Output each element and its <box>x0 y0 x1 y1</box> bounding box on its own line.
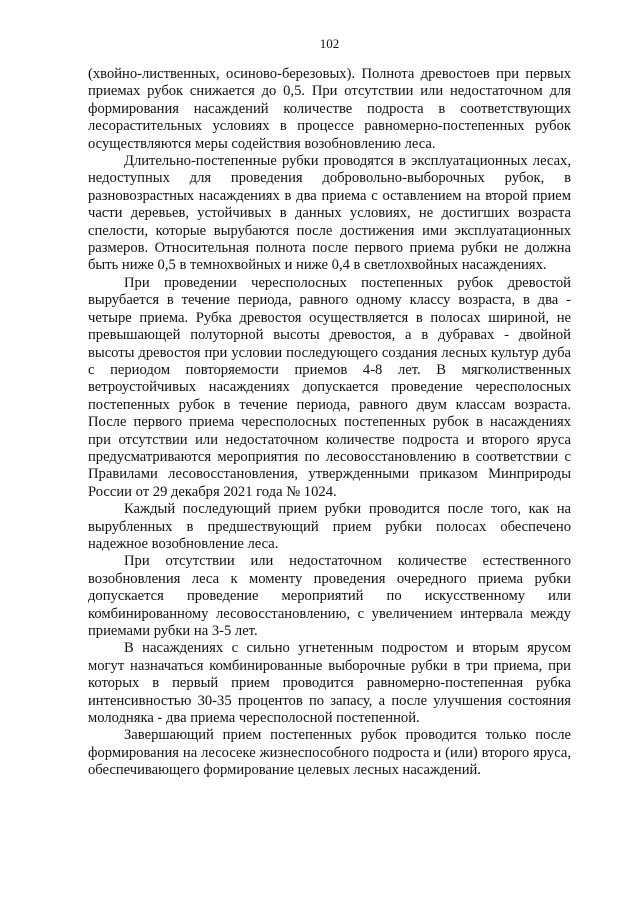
paragraph-subsequent-stage: Каждый последующий прием рубки проводится после того, как на вырубленных в предшествующий прием рубки полосах обеспечено надежное возобновление леса. <box>88 501 571 552</box>
paragraph-combined-cuttings: В насаждениях с сильно угнетенным подростом и вторым ярусом могут назначаться комбинированные выборочные рубки в три приема, при которых в первый прием проводится равномерно-постепенная рубка интенсивностью 30-35 процентов по запасу, а после улучшения состояния молодняка - два приема чересполосной постепенной. <box>88 640 571 727</box>
page-number: 102 <box>319 36 340 51</box>
paragraph-strip-gradual-cuttings: При проведении чересполосных постепенных рубок древостой вырубается в течение периода, равного одному классу возраста, в два - четыре приема. Рубка древостоя осуществляется в полосах шириной, не превышающей полуторной высоты древостоя, а в дубравах - двойной высоты древостоя при условии последующего создания лесных культур дуба с периодом повторяемости приемов 4-8 лет. В мягколиственных ветроустойчивых насаждениях допускается проведение чересполосных постепенных рубок в течение периода, равного двум классам возраста. После первого приема чересполосных постепенных рубок в насаждениях при отсутствии или недостаточном количестве подроста и второго яруса предусматриваются мероприятия по лесовосстановлению в соответствии с Правилами лесовосстановления, утвержденными приказом Минприроды России от 29 декабря 2021 года № 1024. <box>88 274 571 500</box>
paragraph-artificial-regeneration: При отсутствии или недостаточном количестве естественного возобновления леса к моменту проведения очередного приема рубки допускается проведение мероприятий по искусственному или комбинированному лесовосстановлению, с увеличением интервала между приемами рубки на 3-5 лет. <box>88 553 571 639</box>
document-page <box>88 36 571 780</box>
paragraph-long-gradual-cuttings: Длительно-постепенные рубки проводятся в эксплуатационных лесах, недоступных для проведения добровольно-выборочных рубок, в разновозрастных насаждениях в два приема с оставлением на второй прием части деревьев, устойчивых в данных условиях, не достигших возраста спелости, которые вырубаются после достижения ими эксплуатационных размеров. Относительная полнота после первого приема рубки не должна быть ниже 0,5 в темнохвойных и ниже 0,4 в светлохвойных насаждениях. <box>88 153 571 274</box>
paragraph-continuation: (хвойно-лиственных, осиново-березовых). Полнота древостоев при первых приемах рубок снижается до 0,5. При отсутствии или недостаточном для формирования насаждений количестве подроста в соответствующих лесорастительных условиях в процессе равномерно-постепенных рубок осуществляются меры содействия возобновлению леса. <box>88 66 571 152</box>
paragraph-final-stage: Завершающий прием постепенных рубок проводится только после формирования на лесосеке жизнеспособного подроста и (или) второго яруса, обеспечивающего формирование целевых лесных насаждений. <box>88 727 571 779</box>
